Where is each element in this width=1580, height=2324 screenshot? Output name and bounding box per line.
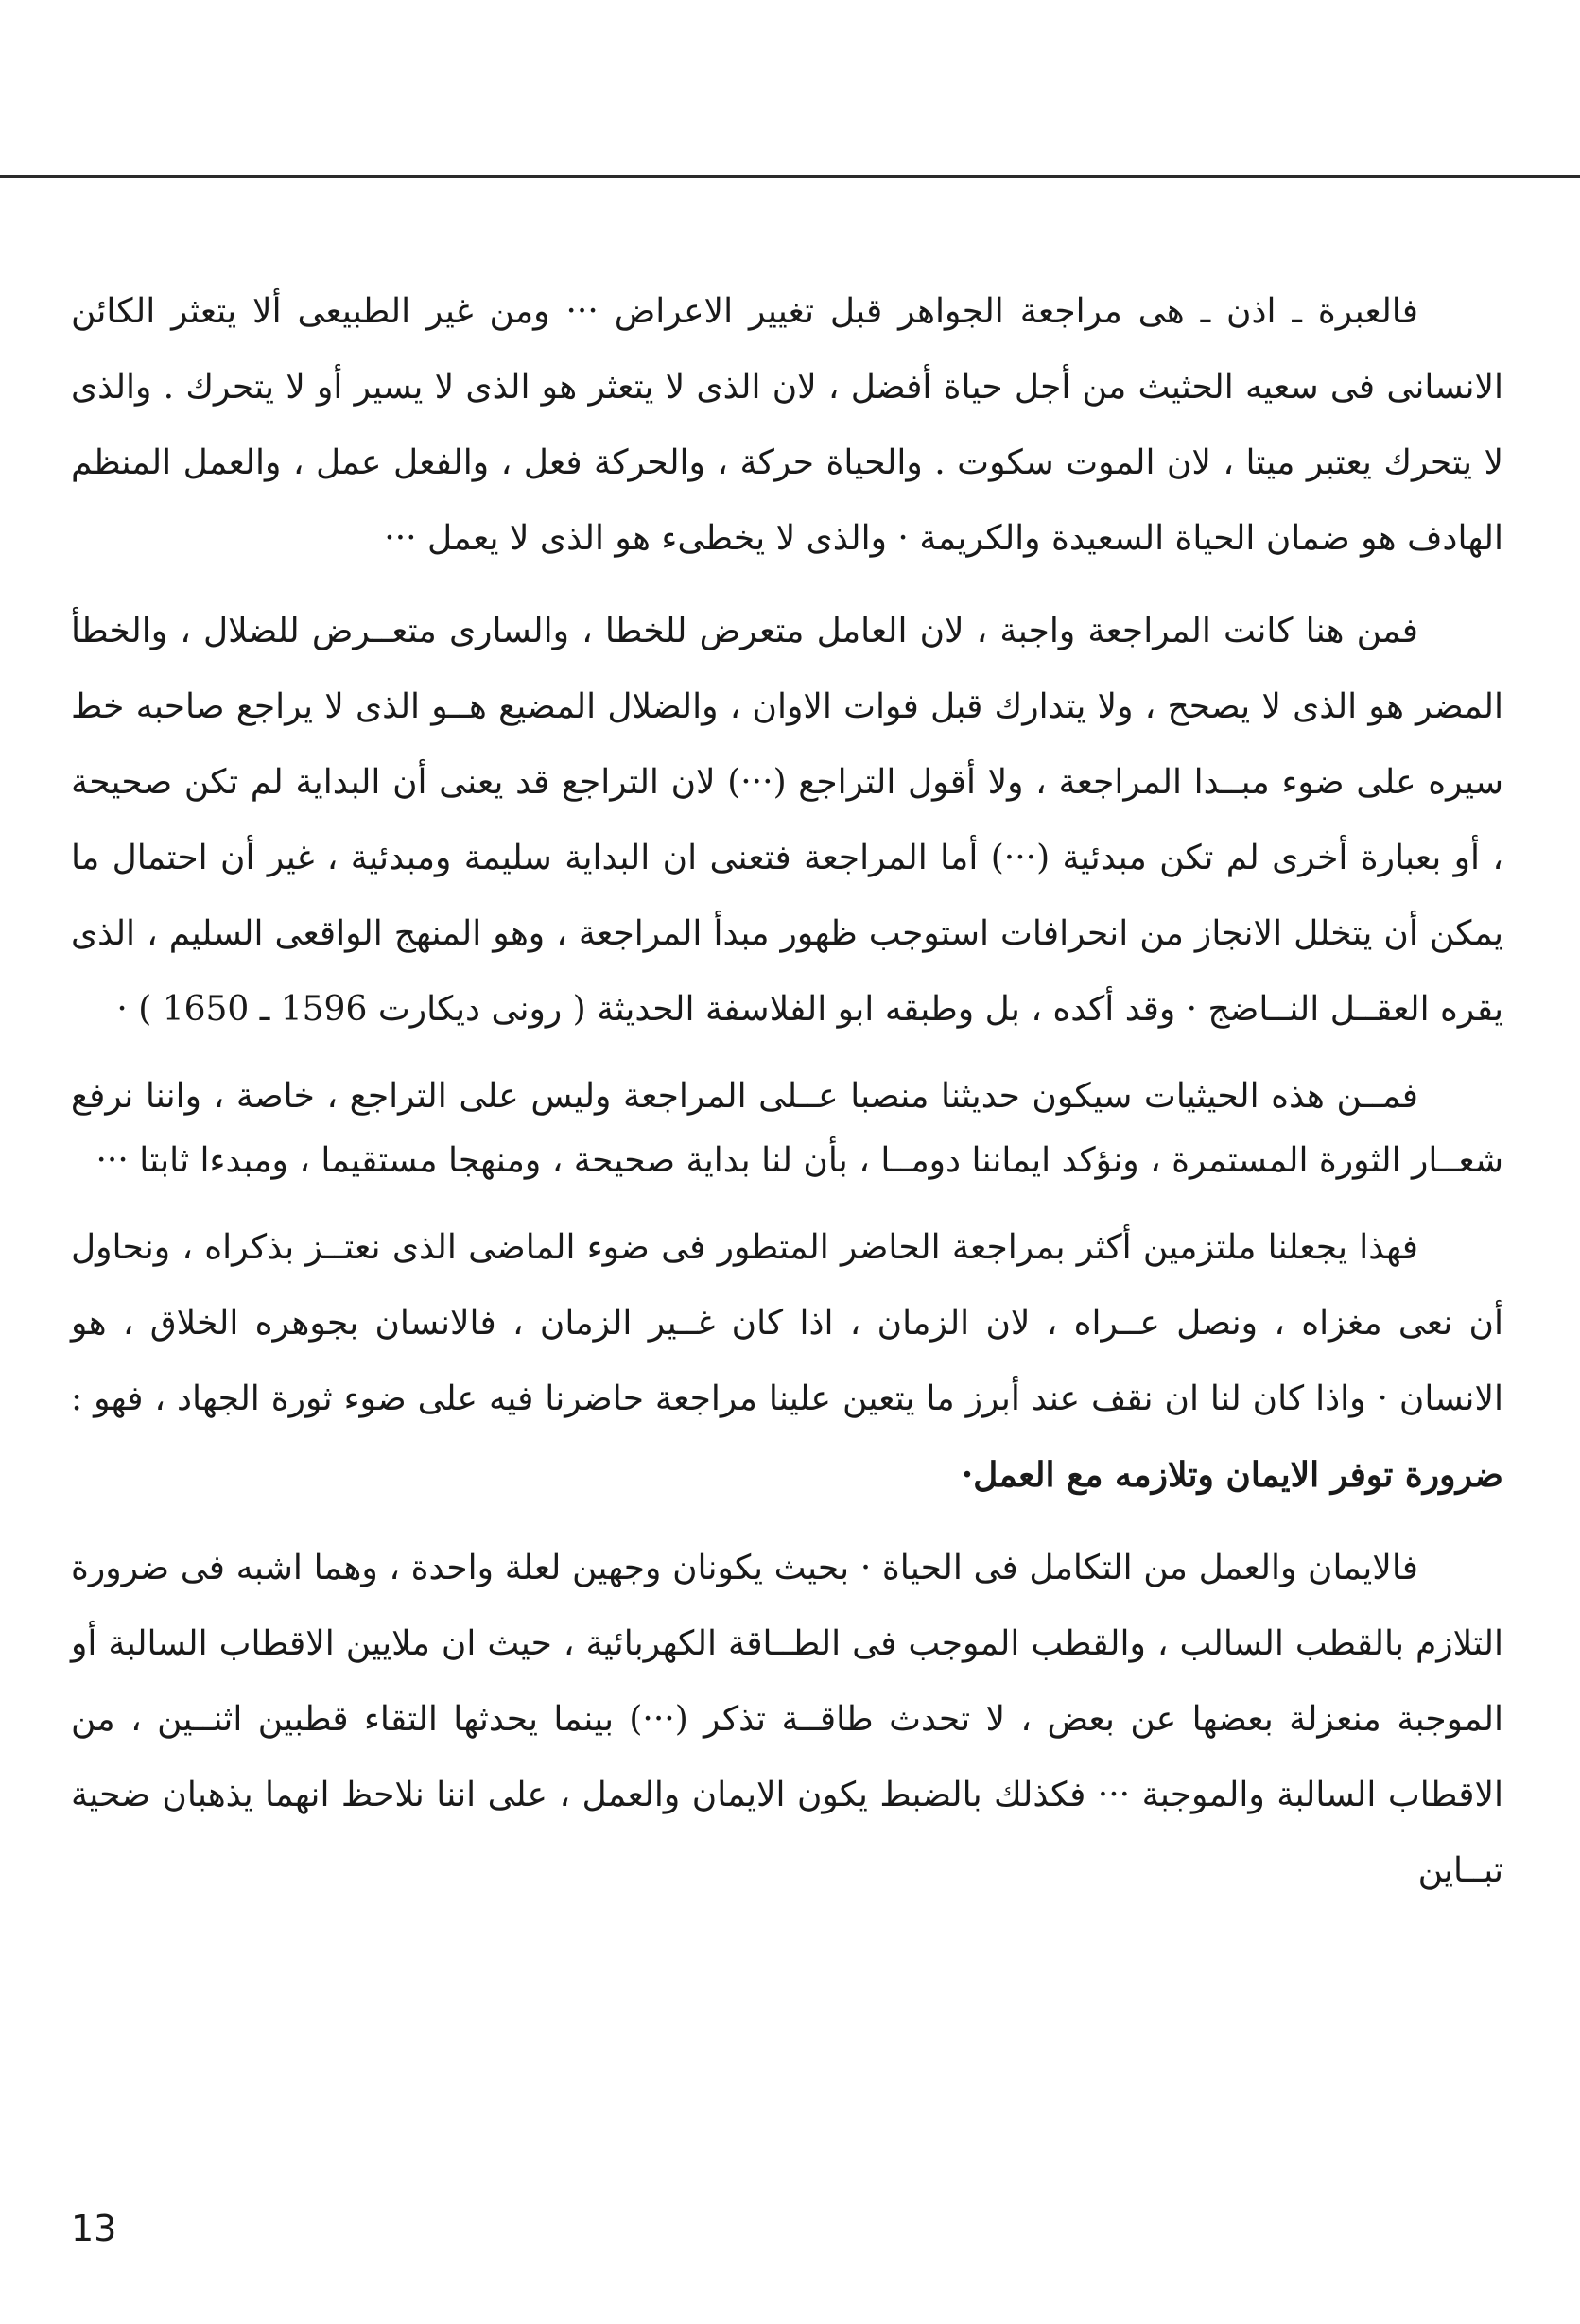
paragraph-4 [71, 1210, 1503, 1514]
header-rule [0, 175, 1580, 178]
body-text [71, 274, 1503, 1926]
paragraph-4-text: فهذا يجعلنا ملتزمين أكثر بمراجعة الحاضر المتطور فى ضوء الماضى الذى نعتــز بذكراه ، ونحاول أن نعى مغزاه ، ونصل عــراه ، لان الزمان ، اذا كان غــير الزمان ، فالانسان بجوهره الخلاق ، هو الانسان · واذا كان لنا ان نقف عند أبرز ما يتعين علينا مراجعة حاضرنا فيه على ضوء ثورة الجهاد ، فهو : [71, 1228, 1503, 1418]
paragraph-3: فمــن هذه الحيثيات سيكون حديثنا منصبا عــلى المراجعة وليس على التراجع ، خاصة ، واننا نرفع شعــار الثورة المستمرة ، ونؤكد ايماننا دومــا ، بأن لنا بداية صحيحة ، ومنهجا مستقيما ، ومبدءا ثابتا ··· [71, 1077, 1503, 1180]
page-number: 13 [71, 2208, 117, 2249]
paragraph-2: فمن هنا كانت المراجعة واجبة ، لان العامل متعرض للخطا ، والسارى متعــرض للضلال ، والخطأ المضر هو الذى لا يصحح ، ولا يتدارك قبل فوات الاوان ، والضلال المضيع هــو الذى لا يراجع صاحبه خط سيره على ضوء مبــدا المراجعة ، ولا أقول التراجع (···) لان التراجع قد يعنى أن البداية لم تكن صحيحة ، أو بعبارة أخرى لم تكن مبدئية (···) أما المراجعة فتعنى ان البداية سليمة ومبدئية ، غير أن احتمال ما يمكن أن يتخلل الانجاز من انحرافات استوجب ظهور مبدأ المراجعة ، وهو المنهج الواقعى السليم ، الذى يقره العقــل النــاضج · وقد أكده ، بل وطبقه ابو الفلاسفة الحديثة ( رونى ديكارت 1596 ـ 1650 ) · [71, 612, 1503, 1029]
paragraph-4-emphasis: ضرورة توفر الايمان وتلازمه مع العمل· [961, 1455, 1503, 1495]
paragraph-1: فالعبرة ـ اذن ـ هى مراجعة الجواهر قبل تغيير الاعراض ··· ومن غير الطبيعى ألا يتعثر الكائن الانسانى فى سعيه الحثيث من أجل حياة أفضل ، لان الذى لا يتعثر هو الذى لا يسير أو لا يتحرك . والذى لا يتحرك يعتبر ميتا ، لان الموت سكوت . والحياة حركة ، والحركة فعل ، والفعل عمل ، والعمل المنظم الهادف هو ضمان الحياة السعيدة والكريمة · والذى لا يخطىء هو الذى لا يعمل ··· [71, 292, 1503, 558]
paragraph-5: فالايمان والعمل من التكامل فى الحياة · بحيث يكونان وجهين لعلة واحدة ، وهما اشبه فى ضرورة التلازم بالقطب السالب ، والقطب الموجب فى الطــاقة الكهربائية ، حيث ان ملايين الاقطاب السالبة أو الموجبة منعزلة بعضها عن بعض ، لا تحدث طاقــة تذكر (···) بينما يحدثها التقاء قطبين اثنــين ، من الاقطاب السالبة والموجبة ··· فكذلك بالضبط يكون الايمان والعمل ، على اننا نلاحظ انهما يذهبان ضحية تبــاين [71, 1549, 1503, 1890]
